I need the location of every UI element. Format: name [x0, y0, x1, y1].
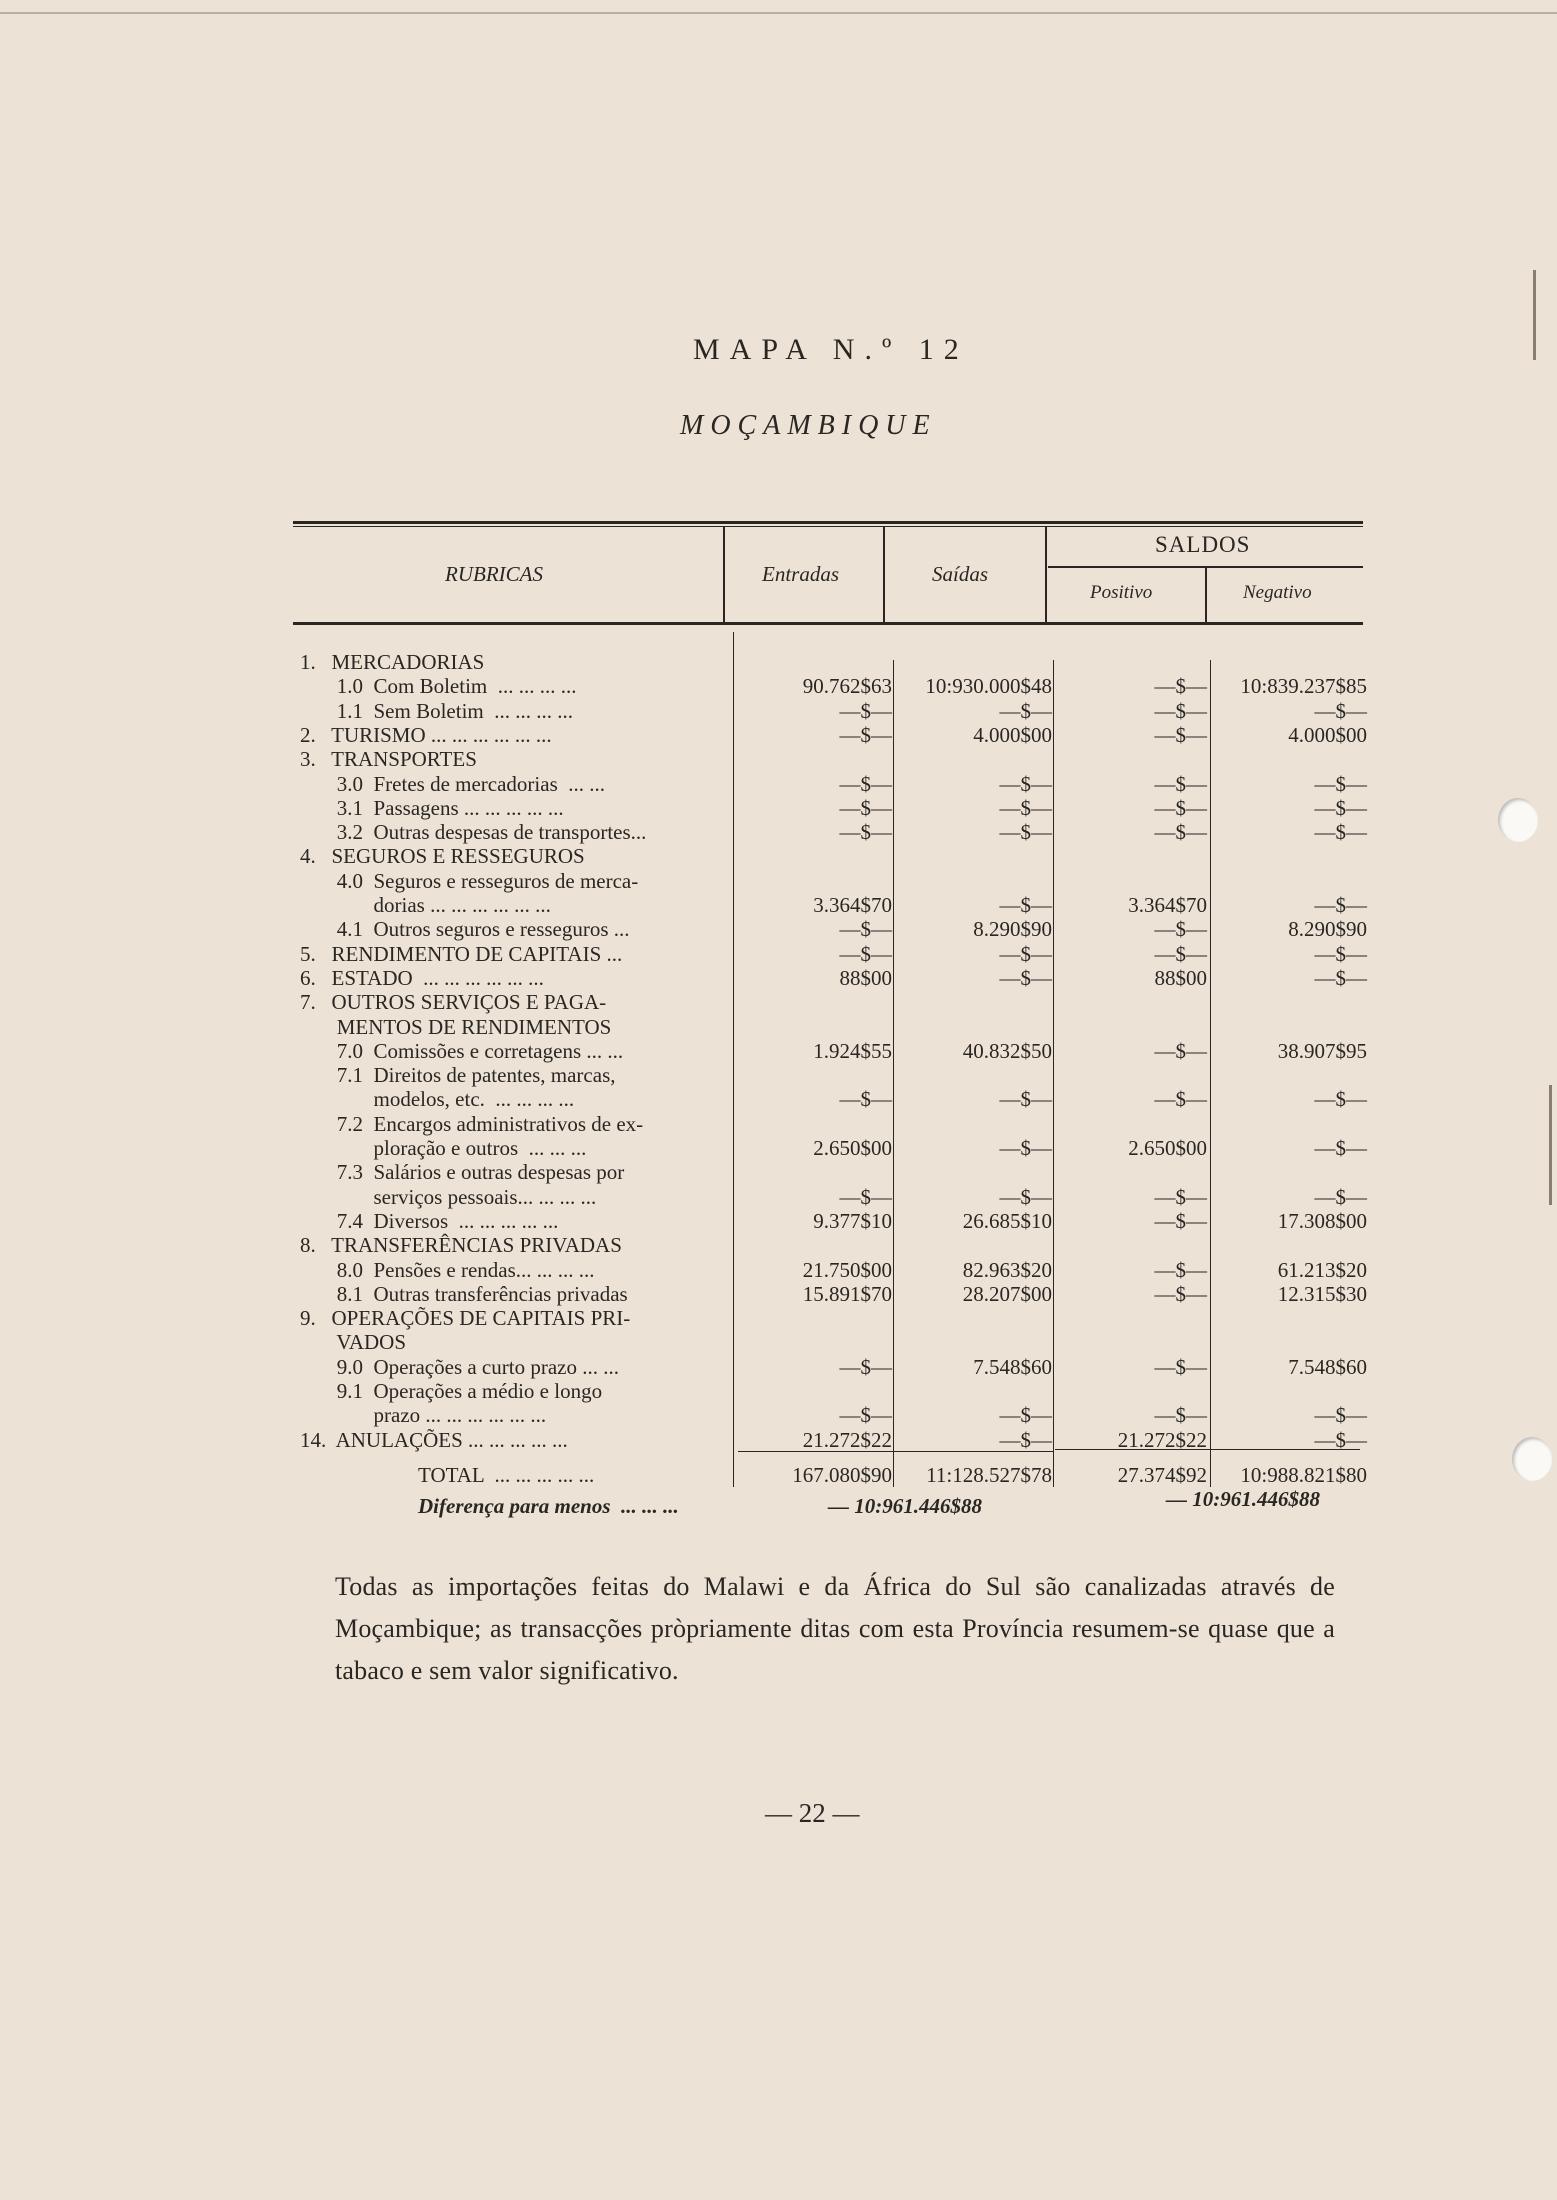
row-label: 1. MERCADORIAS	[300, 650, 485, 674]
header-divider	[1205, 568, 1207, 623]
row-label: 8.0 Pensões e rendas... ... ... ...	[300, 1257, 595, 1282]
row-value-s: —$—	[999, 893, 1052, 917]
row-value-p: —$—	[1154, 1354, 1207, 1379]
row-label: 8. TRANSFERÊNCIAS PRIVADAS	[300, 1233, 622, 1258]
row-value-n: —$—	[1314, 795, 1367, 820]
row-value-n: —$—	[1314, 1184, 1367, 1209]
row-value-e: —$—	[839, 771, 892, 796]
header-entradas: Entradas	[762, 562, 840, 586]
row-label: 7. OUTROS SERVIÇOS E PAGA-	[300, 990, 607, 1015]
row-value-e: —$—	[839, 1354, 892, 1379]
row-label: VADOS	[300, 1330, 407, 1355]
row-value-n: 17.308$00	[1277, 1208, 1367, 1233]
punch-hole	[1498, 798, 1538, 842]
row-value-p: —$—	[1154, 941, 1207, 966]
total-entradas: 167.080$90	[792, 1463, 892, 1487]
row-value-p: 88$00	[1154, 965, 1207, 990]
row-value-n: 10:839.237$85	[1240, 674, 1367, 699]
row-label: 2. TURISMO ... ... ... ... ... ...	[300, 722, 552, 747]
column-rule	[1210, 660, 1211, 1487]
row-value-e: —$—	[839, 820, 892, 845]
row-label: 3.2 Outras despesas de transportes...	[300, 820, 647, 845]
row-value-p: —$—	[1154, 674, 1207, 699]
row-value-p: —$—	[1154, 917, 1207, 942]
row-value-e: 90.762$63	[802, 674, 892, 699]
row-value-s: —$—	[999, 1136, 1052, 1160]
row-value-e: 2.650$00	[813, 1136, 892, 1160]
row-value-p: 21.272$22	[1117, 1427, 1207, 1452]
row-label: dorias ... ... ... ... ... ...	[300, 893, 551, 917]
header-saldos: SALDOS	[1155, 532, 1251, 557]
row-value-e: 88$00	[839, 965, 892, 990]
column-rule	[733, 632, 734, 1487]
row-value-n: —$—	[1314, 698, 1367, 723]
row-value-e: —$—	[839, 1403, 892, 1428]
row-value-n: —$—	[1314, 1427, 1367, 1452]
column-rule	[1053, 660, 1054, 1487]
row-label: 9. OPERAÇÕES DE CAPITAIS PRI-	[300, 1306, 631, 1331]
row-value-n: 61.213$20	[1277, 1257, 1367, 1282]
row-value-s: —$—	[999, 941, 1052, 966]
row-value-e: —$—	[839, 698, 892, 723]
row-value-s: —$—	[999, 1427, 1052, 1452]
diferenca-negativo: — 10:961.446$88	[1166, 1487, 1320, 1511]
row-value-s: —$—	[999, 795, 1052, 820]
row-value-n: —$—	[1314, 1136, 1367, 1160]
page-edge-mark	[1549, 1085, 1552, 1205]
row-value-s: —$—	[999, 698, 1052, 723]
row-value-p: —$—	[1154, 722, 1207, 747]
row-label: 7.1 Direitos de patentes, marcas,	[300, 1063, 616, 1088]
header-divider	[1045, 527, 1047, 623]
row-value-e: 1.924$55	[813, 1038, 892, 1063]
row-value-p: —$—	[1154, 1257, 1207, 1282]
row-value-p: —$—	[1154, 795, 1207, 820]
row-value-p: —$—	[1154, 820, 1207, 845]
row-value-p: —$—	[1154, 771, 1207, 796]
row-label: 3.1 Passagens ... ... ... ... ...	[300, 795, 564, 820]
row-value-p: —$—	[1154, 1184, 1207, 1209]
diferenca-saidas: — 10:961.446$88	[828, 1494, 982, 1518]
row-label: 5. RENDIMENTO DE CAPITAIS ...	[300, 941, 623, 966]
row-value-s: 8.290$90	[973, 917, 1052, 942]
row-label: 1.0 Com Boletim ... ... ... ...	[300, 674, 577, 699]
row-value-n: 12.315$30	[1277, 1281, 1367, 1306]
row-value-n: —$—	[1314, 820, 1367, 845]
row-value-e: —$—	[839, 1087, 892, 1112]
row-label: 9.0 Operações a curto prazo ... ...	[300, 1354, 619, 1379]
row-label: 4.0 Seguros e resseguros de merca-	[300, 868, 639, 893]
row-value-e: —$—	[839, 722, 892, 747]
row-value-p: —$—	[1154, 1087, 1207, 1112]
row-value-p: —$—	[1154, 1403, 1207, 1428]
row-value-s: —$—	[999, 1403, 1052, 1428]
row-value-n: 7.548$60	[1288, 1354, 1367, 1379]
row-label: 7.2 Encargos administrativos de ex-	[300, 1111, 644, 1136]
row-value-s: —$—	[999, 820, 1052, 845]
row-label: 7.3 Salários e outras despesas por	[300, 1160, 625, 1185]
row-value-s: 4.000$00	[973, 722, 1052, 747]
row-value-s: —$—	[999, 965, 1052, 990]
row-value-n: —$—	[1314, 1403, 1367, 1428]
total-positivo: 27.374$92	[1117, 1463, 1207, 1487]
row-value-n: —$—	[1314, 771, 1367, 796]
row-value-e: —$—	[839, 917, 892, 942]
row-label: 3. TRANSPORTES	[300, 747, 477, 772]
row-label: modelos, etc. ... ... ... ...	[300, 1087, 575, 1112]
row-value-e: 21.272$22	[802, 1427, 892, 1452]
row-value-s: 82.963$20	[962, 1257, 1052, 1282]
row-label: 4.1 Outros seguros e resseguros ...	[300, 917, 630, 942]
row-value-s: —$—	[999, 771, 1052, 796]
note-paragraph: Todas as importações feitas do Malawi e da África do Sul são canalizadas através de Moçambique; as transacções pròpriamente ditas com esta Província resumem-se quase que a tabaco e sem valor significativo.	[335, 1572, 1335, 1685]
total-label: TOTAL ... ... ... ... ...	[418, 1463, 595, 1487]
row-label: serviços pessoais... ... ... ...	[300, 1184, 597, 1209]
row-value-s: 26.685$10	[962, 1208, 1052, 1233]
row-label: 1.1 Sem Boletim ... ... ... ...	[300, 698, 573, 723]
header-top-rule	[293, 526, 1363, 527]
row-value-p: —$—	[1154, 1038, 1207, 1063]
row-value-s: 10:930.000$48	[925, 674, 1052, 699]
row-value-s: 7.548$60	[973, 1354, 1052, 1379]
row-value-n: —$—	[1314, 1087, 1367, 1112]
header-saidas: Saídas	[932, 562, 989, 586]
row-value-e: —$—	[839, 1184, 892, 1209]
row-value-n: 8.290$90	[1288, 917, 1367, 942]
row-label: 8.1 Outras transferências privadas	[300, 1281, 628, 1306]
row-value-p: —$—	[1154, 1208, 1207, 1233]
row-value-e: 15.891$70	[802, 1281, 892, 1306]
row-value-n: —$—	[1314, 941, 1367, 966]
header-positivo: Positivo	[1090, 582, 1153, 603]
row-value-p: 2.650$00	[1128, 1136, 1207, 1160]
row-label: 7.4 Diversos ... ... ... ... ...	[300, 1208, 559, 1233]
row-value-s: —$—	[999, 1087, 1052, 1112]
row-value-e: 3.364$70	[813, 893, 892, 917]
row-label: 9.1 Operações a médio e longo	[300, 1379, 603, 1403]
header-rubricas: RUBRICAS	[445, 562, 543, 586]
row-label: 7.0 Comissões e corretagens ... ...	[300, 1038, 624, 1063]
punch-hole	[1512, 1437, 1552, 1481]
row-label: 6. ESTADO ... ... ... ... ... ...	[300, 965, 544, 990]
page-number: — 22 —	[765, 1798, 860, 1828]
row-label: prazo ... ... ... ... ... ...	[300, 1403, 547, 1428]
map-subtitle: MOÇAMBIQUE	[680, 410, 937, 441]
row-value-s: 28.207$00	[962, 1281, 1052, 1306]
row-value-n: —$—	[1314, 965, 1367, 990]
total-saidas: 11:128.527$78	[926, 1463, 1052, 1487]
row-value-n: 38.907$95	[1277, 1038, 1367, 1063]
row-label: 4. SEGUROS E RESSEGUROS	[300, 844, 585, 869]
row-value-e: —$—	[839, 795, 892, 820]
row-value-p: —$—	[1154, 1281, 1207, 1306]
row-value-e: —$—	[839, 941, 892, 966]
header-divider	[723, 527, 725, 623]
map-title: MAPA N.º 12	[693, 333, 969, 366]
row-label: ploração e outros ... ... ...	[300, 1136, 587, 1160]
header-divider	[883, 527, 885, 623]
page-edge-mark	[1533, 270, 1536, 360]
total-negativo: 10:988.821$80	[1240, 1463, 1367, 1487]
row-value-e: 9.377$10	[813, 1208, 892, 1233]
header-negativo: Negativo	[1243, 582, 1312, 603]
header-top-rule	[293, 521, 1363, 524]
row-value-n: 4.000$00	[1288, 722, 1367, 747]
row-value-s: 40.832$50	[962, 1038, 1052, 1063]
diferenca-label: Diferença para menos ... ... ...	[418, 1494, 679, 1518]
page-top-edge	[0, 12, 1557, 14]
row-value-p: —$—	[1154, 698, 1207, 723]
row-value-p: 3.364$70	[1128, 893, 1207, 917]
column-rule	[893, 660, 894, 1487]
row-value-e: 21.750$00	[802, 1257, 892, 1282]
row-label: MENTOS DE RENDIMENTOS	[300, 1014, 612, 1039]
header-bottom-rule	[293, 622, 1363, 625]
row-label: 3.0 Fretes de mercadorias ... ...	[300, 771, 606, 796]
row-value-s: —$—	[999, 1184, 1052, 1209]
row-label: 14. ANULAÇÕES ... ... ... ... ...	[300, 1427, 568, 1452]
row-value-n: —$—	[1314, 893, 1367, 917]
